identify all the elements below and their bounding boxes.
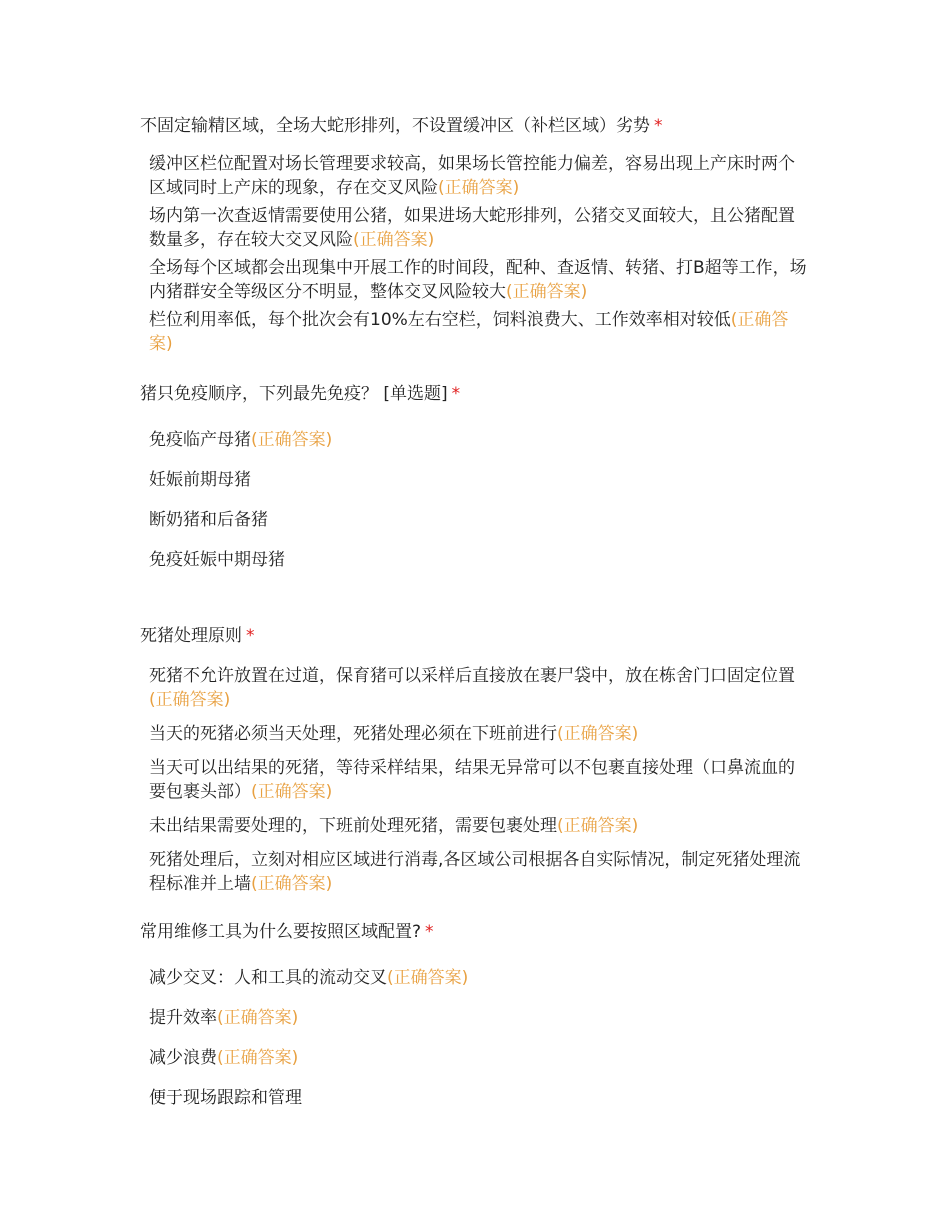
question-2 [140,382,820,572]
correct-answer-tag: (正确答案) [149,690,231,710]
correct-answer-tag: (正确答案) [353,230,435,250]
correct-answer-tag: (正确答案) [438,178,520,198]
option: 减少浪费(正确答案) [149,1048,299,1068]
required-mark: * [246,626,255,646]
correct-answer-tag: (正确答案) [387,968,469,988]
correct-answer-tag: (正确答案) [506,282,588,302]
question-title: 死猪处理原则 * [140,626,255,646]
option: 死猪处理后，立刻对相应区域进行消毒,各区域公司根据各自实际情况，制定死猪处理流程标准并上墙(正确答案) [149,850,801,894]
correct-answer-tag: (正确答案) [149,310,789,354]
question-1 [140,114,820,356]
option: 死猪不允许放置在过道，保育猪可以采样后直接放在裹尸袋中，放在栋舍门口固定位置(正确答案) [149,666,795,710]
required-mark: * [451,384,461,404]
correct-answer-tag: (正确答案) [557,724,639,744]
question-title: 不固定输精区域，全场大蛇形排列，不设置缓冲区（补栏区域）劣势 * [140,116,663,136]
option: 免疫临产母猪(正确答案) [149,430,333,450]
option: 提升效率(正确答案) [149,1008,299,1028]
option: 当天可以出结果的死猪，等待采样结果，结果无异常可以不包裹直接处理（口鼻流血的要包裹头部）(正确答案) [149,758,795,802]
option: 栏位利用率低，每个批次会有10%左右空栏，饲料浪费大、工作效率相对较低(正确答案) [149,310,789,354]
correct-answer-tag: (正确答案) [251,430,333,450]
option: 全场每个区域都会出现集中开展工作的时间段，配种、查返情、转猪、打B超等工作，场内猪群安全等级区分不明显，整体交叉风险较大(正确答案) [149,258,807,302]
required-mark: * [654,116,663,136]
option: 妊娠前期母猪 [149,470,251,490]
question-title: 常用维修工具为什么要按照区域配置? * [140,922,434,942]
question-title: 猪只免疫顺序，下列最先免疫？ [单选题] * [140,384,461,404]
question-4 [140,920,820,1110]
correct-answer-tag: (正确答案) [217,1048,299,1068]
option: 断奶猪和后备猪 [149,510,268,530]
option: 免疫妊娠中期母猪 [149,550,285,570]
option: 便于现场跟踪和管理 [149,1088,302,1108]
correct-answer-tag: (正确答案) [217,1008,299,1028]
option: 未出结果需要处理的，下班前处理死猪，需要包裹处理(正确答案) [149,816,639,836]
required-mark: * [425,922,434,942]
correct-answer-tag: (正确答案) [251,874,333,894]
option: 场内第一次查返情需要使用公猪，如果进场大蛇形排列，公猪交叉面较大，且公猪配置数量多，存在较大交叉风险(正确答案) [149,206,795,250]
correct-answer-tag: (正确答案) [251,782,333,802]
question-3 [140,624,820,896]
correct-answer-tag: (正确答案) [557,816,639,836]
option: 缓冲区栏位配置对场长管理要求较高，如果场长管控能力偏差，容易出现上产床时两个区域同时上产床的现象，存在交叉风险(正确答案) [149,154,795,198]
option: 减少交叉：人和工具的流动交叉(正确答案) [149,968,469,988]
option: 当天的死猪必须当天处理，死猪处理必须在下班前进行(正确答案) [149,724,639,744]
